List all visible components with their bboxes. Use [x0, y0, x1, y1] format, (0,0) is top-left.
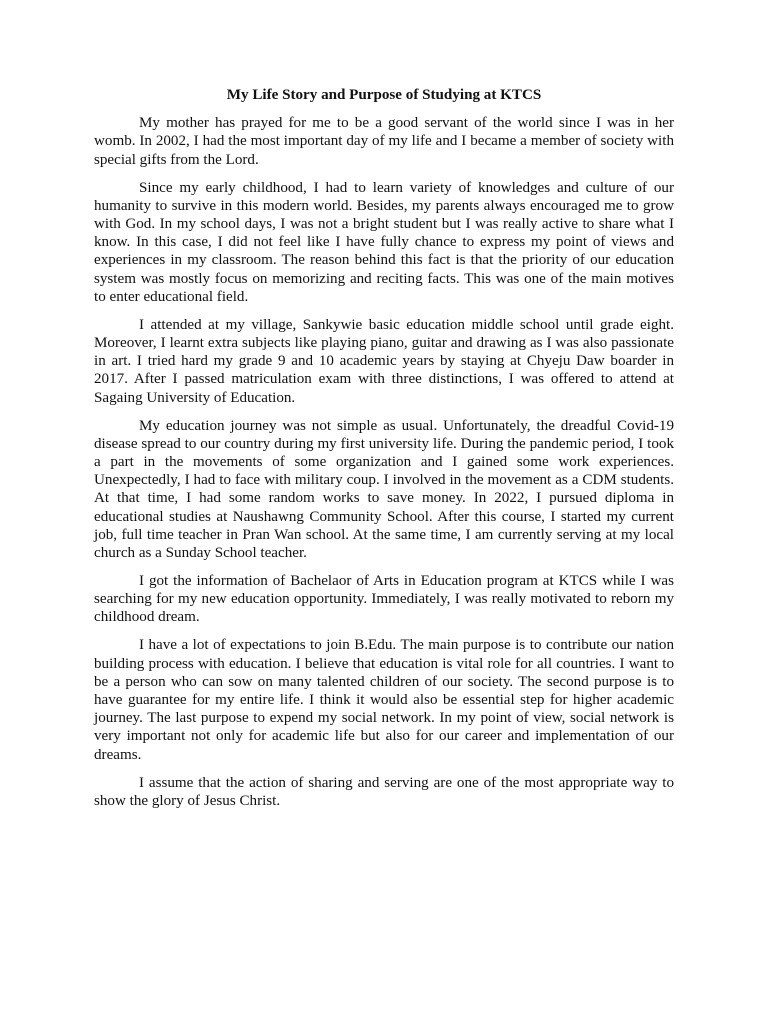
- paragraph-3: I attended at my village, Sankywie basic education middle school until grade eight. Moreover, I learnt extra subjects like playing piano, guitar and drawing as I was also passionate in art. I tried hard my grade 9 and 10 academic years by staying at Chyeju Daw boarder in 2017. After I passed matriculation exam with three distinctions, I was offered to attend at Sagaing University of Education.: [94, 316, 674, 406]
- paragraph-6: I have a lot of expectations to join B.Edu. The main purpose is to contribute our nation building process with education. I believe that education is vital role for all countries. I want to be a person who can sow on many talented children of our society. The second purpose is to have guarantee for my entire life. I think it would also be essential step for higher academic journey. The last purpose to expend my social network. In my point of view, social network is very important not only for academic life but also for our career and implementation of our dreams.: [94, 637, 674, 763]
- paragraph-4: My education journey was not simple as usual. Unfortunately, the dreadful Covid-19 disease spread to our country during my first university life. During the pandemic period, I took a part in the movements of some organization and I gained some work experiences. Unexpectedly, I had to face with military coup. I involved in the movement as a CDM students. At that time, I had some random works to save money. In 2022, I pursued diploma in educational studies at Naushawng Community School. After this course, I started my current job, full time teacher in Pran Wan school. At the same time, I am currently serving at my local church as a Sunday School teacher.: [94, 417, 674, 562]
- paragraph-5: I got the information of Bachelaor of Arts in Education program at KTCS while I was searching for my new education opportunity. Immediately, I was really motivated to reborn my childhood dream.: [94, 573, 674, 626]
- document-page: [94, 86, 674, 820]
- paragraph-1: My mother has prayed for me to be a good servant of the world since I was in her womb. In 2002, I had the most important day of my life and I became a member of society with special gifts from the Lord.: [94, 115, 674, 168]
- paragraph-7: I assume that the action of sharing and serving are one of the most appropriate way to show the glory of Jesus Christ.: [94, 774, 674, 809]
- document-title: My Life Story and Purpose of Studying at KTCS: [226, 87, 542, 103]
- paragraph-2: Since my early childhood, I had to learn variety of knowledges and culture of our humanity to survive in this modern world. Besides, my parents always encouraged me to grow with God. In my school days, I was not a bright student but I was really active to share what I know. In this case, I did not feel like I have fully chance to express my point of views and experiences in my classroom. The reason behind this fact is that the priority of our education system was mostly focus on memorizing and reciting facts. This was one of the main motives to enter educational field.: [94, 179, 674, 305]
